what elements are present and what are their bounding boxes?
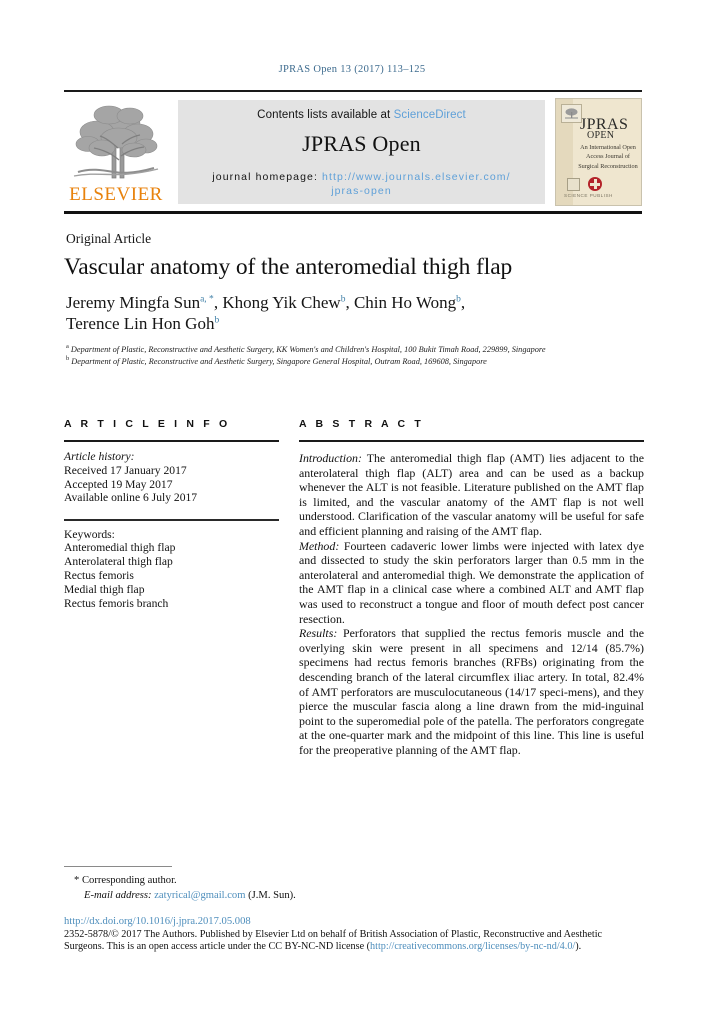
keywords-list [64, 528, 279, 611]
author-separator: , [213, 293, 223, 312]
keywords-section [64, 519, 279, 610]
email-link[interactable]: zatyrical@gmail.com [154, 889, 246, 901]
author-affiliation-marks[interactable]: b [340, 294, 346, 305]
author-separator: , [460, 293, 466, 312]
affiliation-mark: a [66, 343, 69, 351]
cover-elsevier-icon [561, 104, 582, 123]
author-affiliation-marks[interactable]: a, * [200, 294, 214, 305]
author-affiliation-marks[interactable]: b [214, 315, 220, 326]
author-name: Terence Lin Hon Goh [66, 314, 215, 333]
abstract-rule [299, 440, 644, 442]
author-separator: , [345, 293, 354, 312]
corresponding-author-label: Corresponding author. [81, 875, 177, 886]
abstract-heading: A B S T R A C T [299, 418, 424, 430]
abstract-paragraph [299, 626, 644, 757]
contents-lists-line [178, 109, 545, 121]
copyright-text: 2352-5878/© 2017 The Authors. Published by Elsevier Ltd on behalf of British Association of Plastic, Reconstructive and Aesthetic Surgeons. This is an open access article under the CC BY-NC-ND license ( [64, 929, 603, 953]
author-name: Khong Yik Chew [222, 293, 341, 312]
homepage-label: journal homepage: [212, 171, 319, 183]
author-affiliation-marks[interactable]: b [456, 294, 461, 305]
affiliation-item [66, 356, 644, 368]
affiliation-item [66, 344, 644, 356]
history-item: Received 17 January 2017 [64, 463, 187, 477]
article-info-rule [64, 440, 279, 442]
affiliations [66, 344, 644, 367]
cover-tagline: An International Open Access Journal of Surgical Reconstruction [578, 144, 638, 170]
journal-masthead [64, 96, 642, 208]
affiliation-text: Department of Plastic, Reconstructive and Aesthetic Surgery, Singapore General Hospital, Outram Road, 169608, Singapore [71, 356, 487, 366]
corresponding-author-note [74, 874, 474, 903]
abstract-section-label: Method: [299, 538, 340, 553]
running-head: JPRAS Open 13 (2017) 113–125 [278, 64, 426, 75]
author-list [66, 292, 644, 334]
copyright-text-end: ). [575, 941, 582, 953]
abstract-section-text: Fourteen cadaveric lower limbs were injected with latex dye and dissected to study the skin perforators larger than 0.5 mm in the anterolateral and anteromedial thigh. We demonstrate the application of the AMT flap in a clinical case where a combined ALT and AMT flap was used to reconstruct a tongue and floor of mouth defect post cancer resection. [299, 538, 644, 626]
keyword-item: Rectus femoris branch [64, 596, 169, 610]
abstract-section-label: Results: [299, 626, 338, 641]
homepage-url-line2[interactable]: jpras-open [331, 185, 392, 198]
keywords-label: Keywords: [64, 527, 115, 541]
affiliation-text: Department of Plastic, Reconstructive and Aesthetic Surgery, KK Women's and Children's Hospital, 100 Bukit Timah Road, 229899, Singapore [70, 345, 546, 354]
homepage-url-line1[interactable]: http://www.journals.elsevier.com/ [322, 171, 511, 183]
keyword-item: Anteromedial thigh flap [64, 541, 176, 555]
license-link[interactable]: http://creativecommons.org/licenses/by-nc-nd/4.0/ [370, 941, 576, 953]
keywords-rule [64, 519, 279, 520]
cover-tree-icon [564, 107, 579, 119]
cover-badge-cross-icon [588, 177, 602, 191]
footnote-rule [64, 866, 172, 867]
journal-title: JPRAS Open [302, 131, 421, 156]
author-name: Jeremy Mingfa Sun [66, 293, 201, 312]
email-owner: (J.M. Sun). [248, 889, 296, 901]
affiliation-mark: b [66, 354, 70, 362]
abstract-body [299, 451, 644, 757]
keyword-item: Anterolateral thigh flap [64, 555, 173, 569]
history-item: Available online 6 July 2017 [64, 491, 198, 505]
abstract-section-text: The anteromedial thigh flap (AMT) lies adjacent to the anterolateral thigh flap (ALT) area and can be used as a backup whenever the ALT is not feasible. Literature published on the AMT flap is limited, and the vascular anatomy of the AMT flap is not well understood. Clarification of the vascular anatomy will be useful for safe and efficient planning and raising of the AMT flap. [299, 451, 644, 538]
elsevier-logo [64, 98, 168, 206]
article-kind: Original Article [66, 231, 152, 246]
cover-title: JPRAS [580, 116, 629, 133]
contents-banner [178, 100, 545, 204]
contents-prefix: Contents lists available at [257, 109, 391, 121]
abstract-section-label: Introduction: [299, 451, 362, 465]
article-history-label: Article history: [64, 450, 135, 463]
cover-badge-left [567, 178, 580, 191]
article-info-column [64, 418, 279, 610]
sciencedirect-link[interactable]: ScienceDirect [393, 109, 466, 121]
journal-homepage-line [178, 170, 545, 198]
keyword-item: Rectus femoris [64, 568, 134, 582]
history-item: Accepted 19 May 2017 [64, 477, 173, 491]
article-history [64, 450, 279, 505]
abstract-paragraph [299, 539, 644, 627]
author-name: Chin Ho Wong [353, 293, 457, 312]
article-info-heading: A R T I C L E I N F O [64, 418, 231, 430]
abstract-paragraph [299, 451, 644, 539]
email-label: E-mail address: [84, 889, 152, 901]
abstract-section-text: Perforators that supplied the rectus femoris muscle and the overlying skin were present in all specimens and 12/14 (85.7%) specimens had rectus femoris branches (RFBs) originating from the descending branch of the lateral circumflex iliac artery. In total, 82.4% of AMT perforators are musculocutaneous (14/17 speci-mens), and they pierce the muscular fascia along a line drawn from the mid-inguinal point to the superomedial pole of the patella. The perforators congregate at the one-quarter mark and the midpoint of this line. This line is useful for the preoperative planning of the AMT flap. [299, 626, 644, 757]
journal-cover-thumbnail [555, 98, 642, 206]
corresponding-author-marker: * [74, 875, 80, 886]
keyword-item: Medial thigh flap [64, 582, 145, 596]
doi-link[interactable]: http://dx.doi.org/10.1016/j.jpra.2017.05.008 [64, 916, 251, 927]
abstract-column [299, 418, 644, 757]
elsevier-wordmark: ELSEVIER [69, 184, 163, 205]
email-line [74, 889, 474, 904]
masthead-top-rule [64, 90, 642, 92]
page-title: Vascular anatomy of the anteromedial thigh flap [64, 254, 513, 280]
elsevier-tree-icon [64, 98, 168, 186]
copyright-notice [64, 929, 644, 954]
cover-imprint-text: SCIENCE PUBLISH [564, 193, 613, 198]
cover-subtitle: OPEN [587, 130, 615, 141]
masthead-bottom-rule [64, 211, 642, 214]
